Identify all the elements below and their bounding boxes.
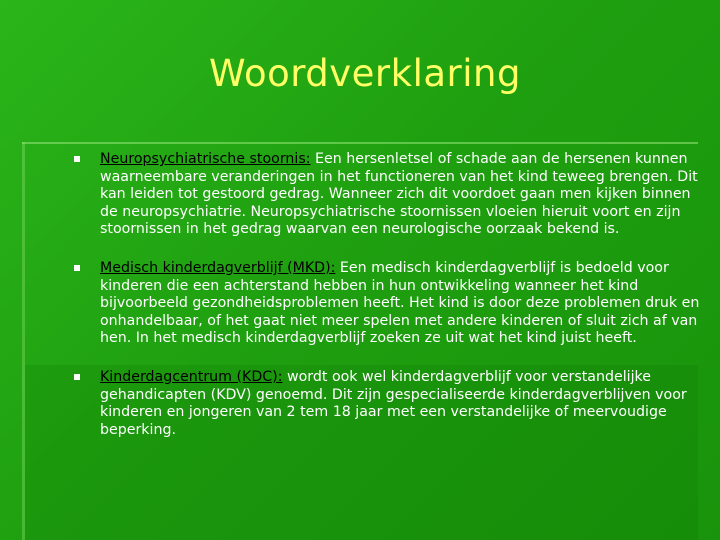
bullet-item [74,369,700,439]
bullet-list [74,151,700,460]
bullet-text: Een medisch kinderdagverblijf is bedoeld voor kinderen die een achterstand hebben in hun ontwikkeling wanneer het kind bijvoorbeeld gezondheidsproblemen heeft. Het kind is door deze problemen druk en onhandelbaar, of het gaat niet meer spelen met andere kinderen of sluit zich af van hen. In het medisch kinderdagverblijf zoeken ze uit wat het kind juist heeft. [100,259,700,347]
decorative-horizontal-line [22,142,698,144]
slide-title: Woordverklaring [209,52,521,95]
bullet-item [74,260,700,348]
bullet-text: Een hersenletsel of schade aan de hersenen kunnen waarneembare veranderingen in het functioneren van het kind teweeg brengen. Dit kan leiden tot gestoord gedrag. Wanneer zich dit voordoet gaan men kijken binnen de neuropsychiatrie. Neuropsychiatrische stoornissen vloeien hieruit voort en zijn stoornissen in het gedrag waarvan een neurologische oorzaak bekend is. [100,151,698,238]
bullet-term: Kinderdagcentrum (KDC): [100,368,283,385]
square-bullet-icon [74,374,80,380]
square-bullet-icon [74,156,80,162]
bullet-text: wordt ook wel kinderdagverblijf voor verstandelijke gehandicapten (KDV) genoemd. Dit zijn gespecialiseerde kinderdagverblijven voor kinderen en jongeren van 2 tem 18 jaar met een verstandelijke of meervoudige beperking. [100,368,687,438]
bullet-item [74,151,700,239]
bullet-term: Neuropsychiatrische stoornis: [100,151,311,167]
decorative-vertical-line [22,142,25,540]
bullet-term: Medisch kinderdagverblijf (MKD): [100,259,336,276]
square-bullet-icon [74,265,80,271]
